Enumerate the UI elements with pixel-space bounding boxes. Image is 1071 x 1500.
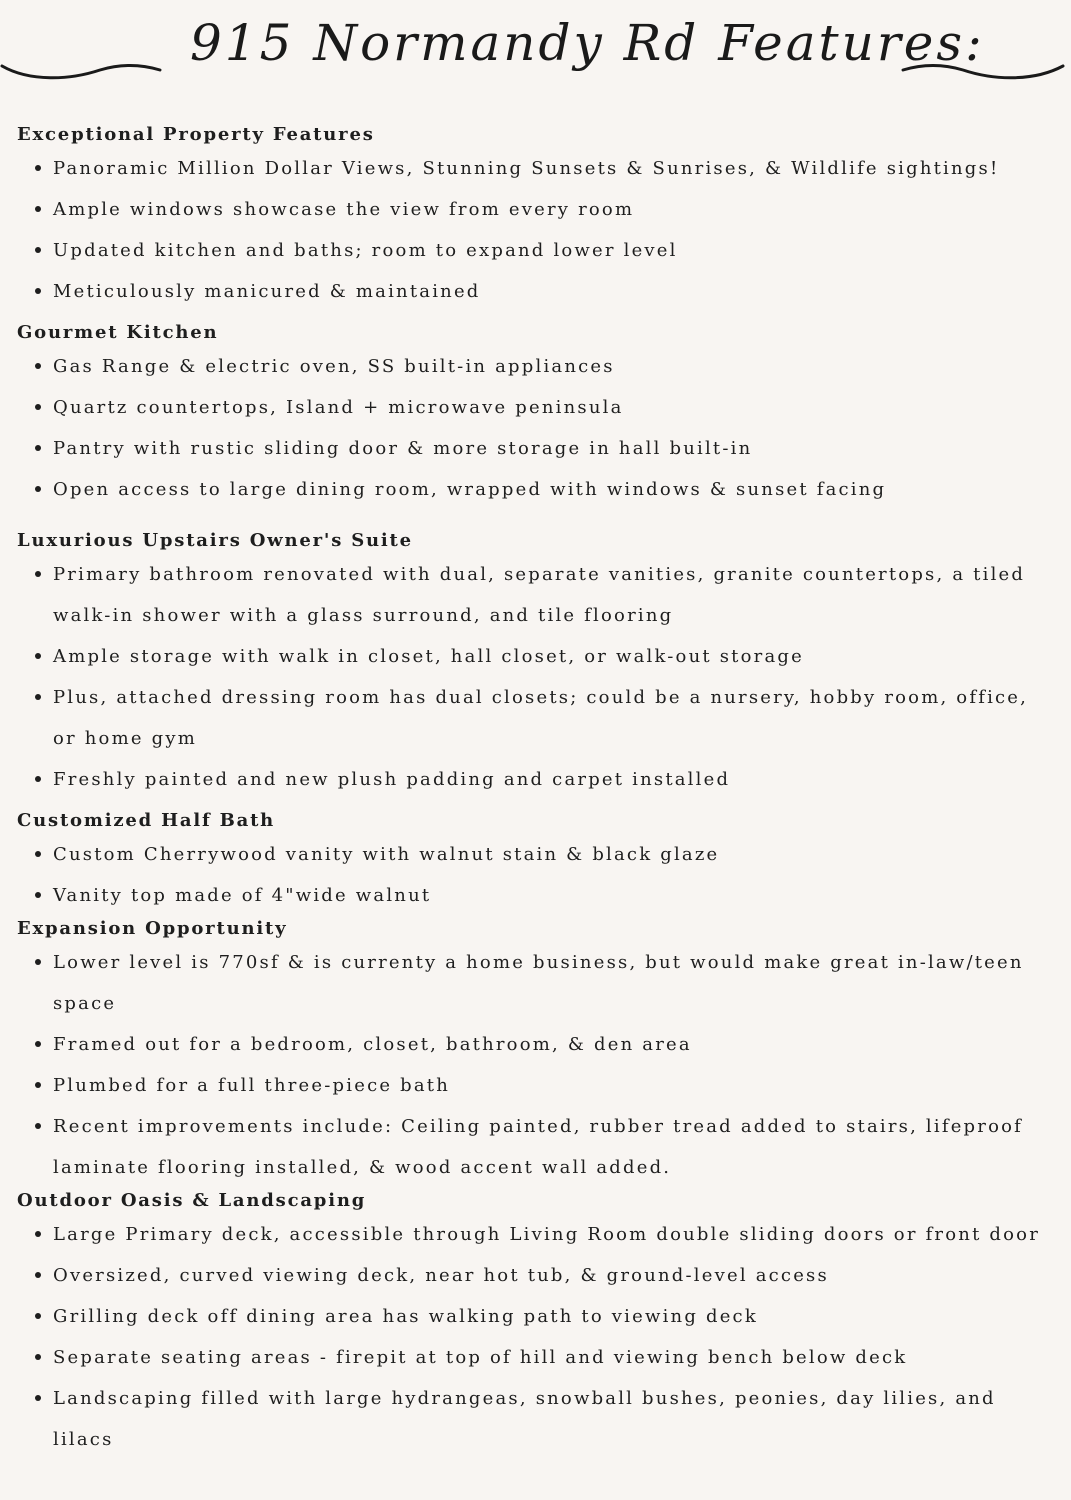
- list-item: Grilling deck off dining area has walking path to viewing deck: [17, 1296, 1057, 1337]
- section-half-bath: [17, 808, 1057, 916]
- list-item: Primary bathroom renovated with dual, separate vanities, granite countertops, a tiled walk-in shower with a glass surround, and tile flooring: [17, 554, 1057, 636]
- list-item: Oversized, curved viewing deck, near hot tub, & ground-level access: [17, 1255, 1057, 1296]
- section-heading: Outdoor Oasis & Landscaping: [17, 1190, 367, 1211]
- list-item: Lower level is 770sf & is currenty a home business, but would make great in-law/teen space: [17, 942, 1057, 1024]
- list-item: Meticulously manicured & maintained: [17, 271, 1057, 312]
- section-heading: Expansion Opportunity: [17, 918, 288, 939]
- section-heading: Gourmet Kitchen: [17, 322, 219, 343]
- features-list: [17, 122, 1057, 1460]
- list-item: Vanity top made of 4"wide walnut: [17, 875, 1057, 916]
- list-item: Recent improvements include: Ceiling painted, rubber tread added to stairs, lifeproof laminate flooring installed, & wood accent wall added.: [17, 1106, 1057, 1188]
- list-item: Quartz countertops, Island + microwave peninsula: [17, 387, 1057, 428]
- list-item: Landscaping filled with large hydrangeas, snowball bushes, peonies, day lilies, and lilacs: [17, 1378, 1057, 1460]
- list-item: Separate seating areas - firepit at top of hill and viewing bench below deck: [17, 1337, 1057, 1378]
- section-heading: Customized Half Bath: [17, 810, 276, 831]
- list-item: Plumbed for a full three-piece bath: [17, 1065, 1057, 1106]
- list-item: Gas Range & electric oven, SS built-in appliances: [17, 346, 1057, 387]
- page-header: [0, 0, 1071, 120]
- section-outdoor-oasis: [17, 1188, 1057, 1460]
- page-title: 915 Normandy Rd Features:: [190, 14, 985, 72]
- section-expansion-opportunity: [17, 916, 1057, 1188]
- list-item: Custom Cherrywood vanity with walnut stain & black glaze: [17, 834, 1057, 875]
- list-item: Ample storage with walk in closet, hall closet, or walk-out storage: [17, 636, 1057, 677]
- list-item: Panoramic Million Dollar Views, Stunning Sunsets & Sunrises, & Wildlife sightings!: [17, 148, 1057, 189]
- list-item: Updated kitchen and baths; room to expand lower level: [17, 230, 1057, 271]
- list-item: Freshly painted and new plush padding and carpet installed: [17, 759, 1057, 800]
- list-item: Ample windows showcase the view from every room: [17, 189, 1057, 230]
- section-owners-suite: [17, 528, 1057, 800]
- section-heading: Luxurious Upstairs Owner's Suite: [17, 530, 413, 551]
- list-item: Plus, attached dressing room has dual closets; could be a nursery, hobby room, office, or home gym: [17, 677, 1057, 759]
- list-item: Pantry with rustic sliding door & more storage in hall built-in: [17, 428, 1057, 469]
- section-gourmet-kitchen: [17, 320, 1057, 510]
- section-exceptional-property: [17, 122, 1057, 312]
- right-flourish-icon: [898, 52, 1068, 92]
- list-item: Large Primary deck, accessible through Living Room double sliding doors or front door: [17, 1214, 1057, 1255]
- left-flourish-icon: [0, 52, 165, 92]
- list-item: Open access to large dining room, wrapped with windows & sunset facing: [17, 469, 1057, 510]
- list-item: Framed out for a bedroom, closet, bathroom, & den area: [17, 1024, 1057, 1065]
- section-heading: Exceptional Property Features: [17, 124, 375, 145]
